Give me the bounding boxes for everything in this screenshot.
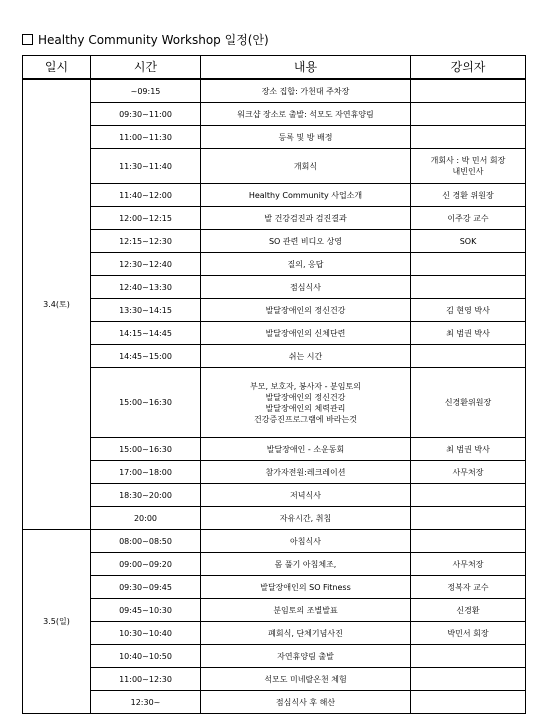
table-row	[23, 299, 526, 322]
lecturer-cell	[411, 103, 526, 126]
content-cell	[201, 299, 411, 322]
lecturer-cell	[411, 322, 526, 345]
lecturer-cell	[411, 553, 526, 576]
content-cell-line: 발달장애인의 신체단련	[265, 328, 346, 338]
content-cell-line: 아침식사	[290, 536, 321, 546]
content-cell	[201, 103, 411, 126]
lecturer-cell	[411, 345, 526, 368]
lecturer-cell-line: 최 범권 박사	[446, 444, 490, 454]
header-time: 시간	[91, 56, 201, 80]
table-row	[23, 553, 526, 576]
lecturer-cell-line: 신경환위원장	[444, 398, 492, 407]
lecturer-cell	[411, 368, 526, 438]
time-cell: 09:45~10:30	[91, 599, 201, 622]
lecturer-cell	[411, 668, 526, 691]
content-cell	[201, 438, 411, 461]
content-cell-line: 장소 집합: 가천대 주차장	[261, 86, 350, 96]
table-row	[23, 103, 526, 126]
content-cell-line: 개회식	[293, 161, 318, 171]
content-cell-line: 워크샵 장소로 출발: 석모도 자연휴양림	[237, 109, 374, 119]
header-lecturer: 강의자	[411, 56, 526, 80]
content-cell	[201, 484, 411, 507]
time-cell: 09:30~11:00	[91, 103, 201, 126]
table-row	[23, 645, 526, 668]
content-cell	[201, 691, 411, 714]
time-cell: 12:00~12:15	[91, 207, 201, 230]
time-cell: 11:40~12:00	[91, 184, 201, 207]
lecturer-cell	[411, 530, 526, 553]
checkbox-square-icon	[22, 34, 33, 45]
time-cell: 13:30~14:15	[91, 299, 201, 322]
header-row	[23, 56, 526, 80]
content-cell-line: 점심식사 후 해산	[275, 697, 336, 707]
document-title	[22, 31, 269, 48]
lecturer-cell	[411, 126, 526, 149]
content-cell-line: 자유시간, 취침	[279, 513, 332, 523]
lecturer-cell	[411, 438, 526, 461]
content-cell	[201, 276, 411, 299]
schedule-table	[22, 55, 526, 714]
content-cell	[201, 253, 411, 276]
content-cell-line: 등록 및 방 배정	[278, 132, 333, 142]
lecturer-cell	[411, 207, 526, 230]
lecturer-cell	[411, 79, 526, 103]
table-row	[23, 622, 526, 645]
content-cell	[201, 207, 411, 230]
table-row	[23, 484, 526, 507]
content-cell	[201, 645, 411, 668]
lecturer-cell	[411, 299, 526, 322]
lecturer-cell	[411, 576, 526, 599]
lecturer-cell-line: 사무처장	[452, 467, 484, 477]
time-cell: 15:00~16:30	[91, 368, 201, 438]
time-cell: 17:00~18:00	[91, 461, 201, 484]
content-cell	[201, 184, 411, 207]
content-cell-line: 발달장애인 - 소운동회	[266, 444, 345, 454]
table-row	[23, 576, 526, 599]
content-cell-line: 발달장애인의 정신건강	[265, 392, 346, 402]
content-cell-line: 발달장애인의 체력관리	[265, 403, 346, 413]
content-cell	[201, 622, 411, 645]
content-cell-line: 부모, 보호자, 봉사자 - 분임토의	[250, 381, 361, 391]
time-cell: 15:00~16:30	[91, 438, 201, 461]
time-cell: 11:00~12:30	[91, 668, 201, 691]
lecturer-cell	[411, 230, 526, 253]
table-row	[23, 207, 526, 230]
time-cell: 14:45~15:00	[91, 345, 201, 368]
date-cell: 3.5(일)	[23, 530, 91, 714]
lecturer-cell-line: 이주강 교수	[447, 213, 489, 223]
lecturer-cell	[411, 599, 526, 622]
content-cell-line: 저녁식사	[290, 490, 321, 500]
table-row	[23, 668, 526, 691]
schedule-body	[23, 79, 526, 714]
content-cell	[201, 368, 411, 438]
content-cell-line: Healthy Community 사업소개	[248, 190, 363, 200]
table-row	[23, 368, 526, 438]
table-row	[23, 149, 526, 184]
table-row	[23, 530, 526, 553]
content-cell-line: 발 건강검진과 검진결과	[264, 213, 347, 223]
table-row	[23, 691, 526, 714]
content-cell-line: 질의, 응답	[287, 259, 324, 269]
content-cell-line: 석모도 미네랄온천 체험	[264, 674, 347, 684]
lecturer-cell	[411, 149, 526, 184]
time-cell: 18:30~20:00	[91, 484, 201, 507]
content-cell	[201, 576, 411, 599]
table-row	[23, 438, 526, 461]
time-cell: 12:40~13:30	[91, 276, 201, 299]
time-cell: 20:00	[91, 507, 201, 530]
content-cell-line: 폐회식, 단체기념사진	[268, 628, 343, 638]
lecturer-cell-line: 내빈인사	[452, 167, 484, 176]
table-row	[23, 461, 526, 484]
lecturer-cell	[411, 507, 526, 530]
title-text: Healthy Community Workshop 일정(안)	[38, 33, 269, 47]
lecturer-cell-line: 사무처장	[452, 559, 484, 569]
content-cell-line: 건강증진프로그램에 바라는것	[253, 414, 357, 424]
content-cell-line: 점심식사	[290, 282, 321, 292]
lecturer-cell-line: 최 범권 박사	[446, 328, 490, 338]
content-cell-line: SO 관련 비디오 상영	[268, 236, 343, 246]
lecturer-cell	[411, 253, 526, 276]
time-cell: 11:00~11:30	[91, 126, 201, 149]
content-cell	[201, 230, 411, 253]
time-cell: 09:00~09:20	[91, 553, 201, 576]
lecturer-cell	[411, 645, 526, 668]
time-cell: 10:40~10:50	[91, 645, 201, 668]
content-cell-line: 참가자전원:레크레이션	[265, 467, 346, 477]
table-row	[23, 79, 526, 103]
lecturer-cell	[411, 184, 526, 207]
content-cell	[201, 530, 411, 553]
content-cell	[201, 668, 411, 691]
content-cell	[201, 322, 411, 345]
content-cell-line: 자연휴양림 출발	[277, 651, 334, 661]
content-cell-line: 발달장애인의 정신건강	[265, 305, 346, 315]
table-row	[23, 253, 526, 276]
table-row	[23, 184, 526, 207]
lecturer-cell	[411, 276, 526, 299]
date-cell: 3.4(토)	[23, 79, 91, 530]
lecturer-cell-line: 신 경환 위원장	[442, 190, 494, 200]
table-row	[23, 126, 526, 149]
lecturer-cell	[411, 484, 526, 507]
lecturer-cell	[411, 622, 526, 645]
content-cell	[201, 126, 411, 149]
content-cell	[201, 345, 411, 368]
header-content: 내용	[201, 56, 411, 80]
lecturer-cell-line: 박민서 회장	[447, 628, 489, 638]
content-cell	[201, 79, 411, 103]
time-cell: 11:30~11:40	[91, 149, 201, 184]
content-cell-line: 쉬는 시간	[288, 351, 323, 361]
content-cell-line: 분임토의 조별발표	[273, 605, 338, 615]
table-row	[23, 230, 526, 253]
time-cell: 10:30~10:40	[91, 622, 201, 645]
lecturer-cell	[411, 461, 526, 484]
content-cell	[201, 599, 411, 622]
time-cell: 08:00~08:50	[91, 530, 201, 553]
lecturer-cell	[411, 691, 526, 714]
header-date: 일시	[23, 56, 91, 80]
table-row	[23, 345, 526, 368]
lecturer-cell-line: 신경환	[456, 605, 480, 615]
time-cell: ~09:15	[91, 79, 201, 103]
table-row	[23, 507, 526, 530]
content-cell	[201, 461, 411, 484]
time-cell: 12:30~	[91, 691, 201, 714]
lecturer-cell-line: 김 현영 박사	[446, 305, 490, 315]
content-cell	[201, 149, 411, 184]
table-row	[23, 322, 526, 345]
time-cell: 14:15~14:45	[91, 322, 201, 345]
time-cell: 09:30~09:45	[91, 576, 201, 599]
lecturer-cell-line: 정복자 교수	[447, 582, 489, 592]
lecturer-cell-line: SOK	[459, 236, 477, 246]
table-row	[23, 599, 526, 622]
time-cell: 12:30~12:40	[91, 253, 201, 276]
content-cell-line: 발달장애인의 SO Fitness	[260, 582, 351, 592]
time-cell: 12:15~12:30	[91, 230, 201, 253]
content-cell	[201, 507, 411, 530]
table-row	[23, 276, 526, 299]
content-cell-line: 몸 풀기 아침체조,	[274, 559, 337, 569]
lecturer-cell-line: 개회사 : 박 민서 회장	[430, 156, 506, 165]
content-cell	[201, 553, 411, 576]
